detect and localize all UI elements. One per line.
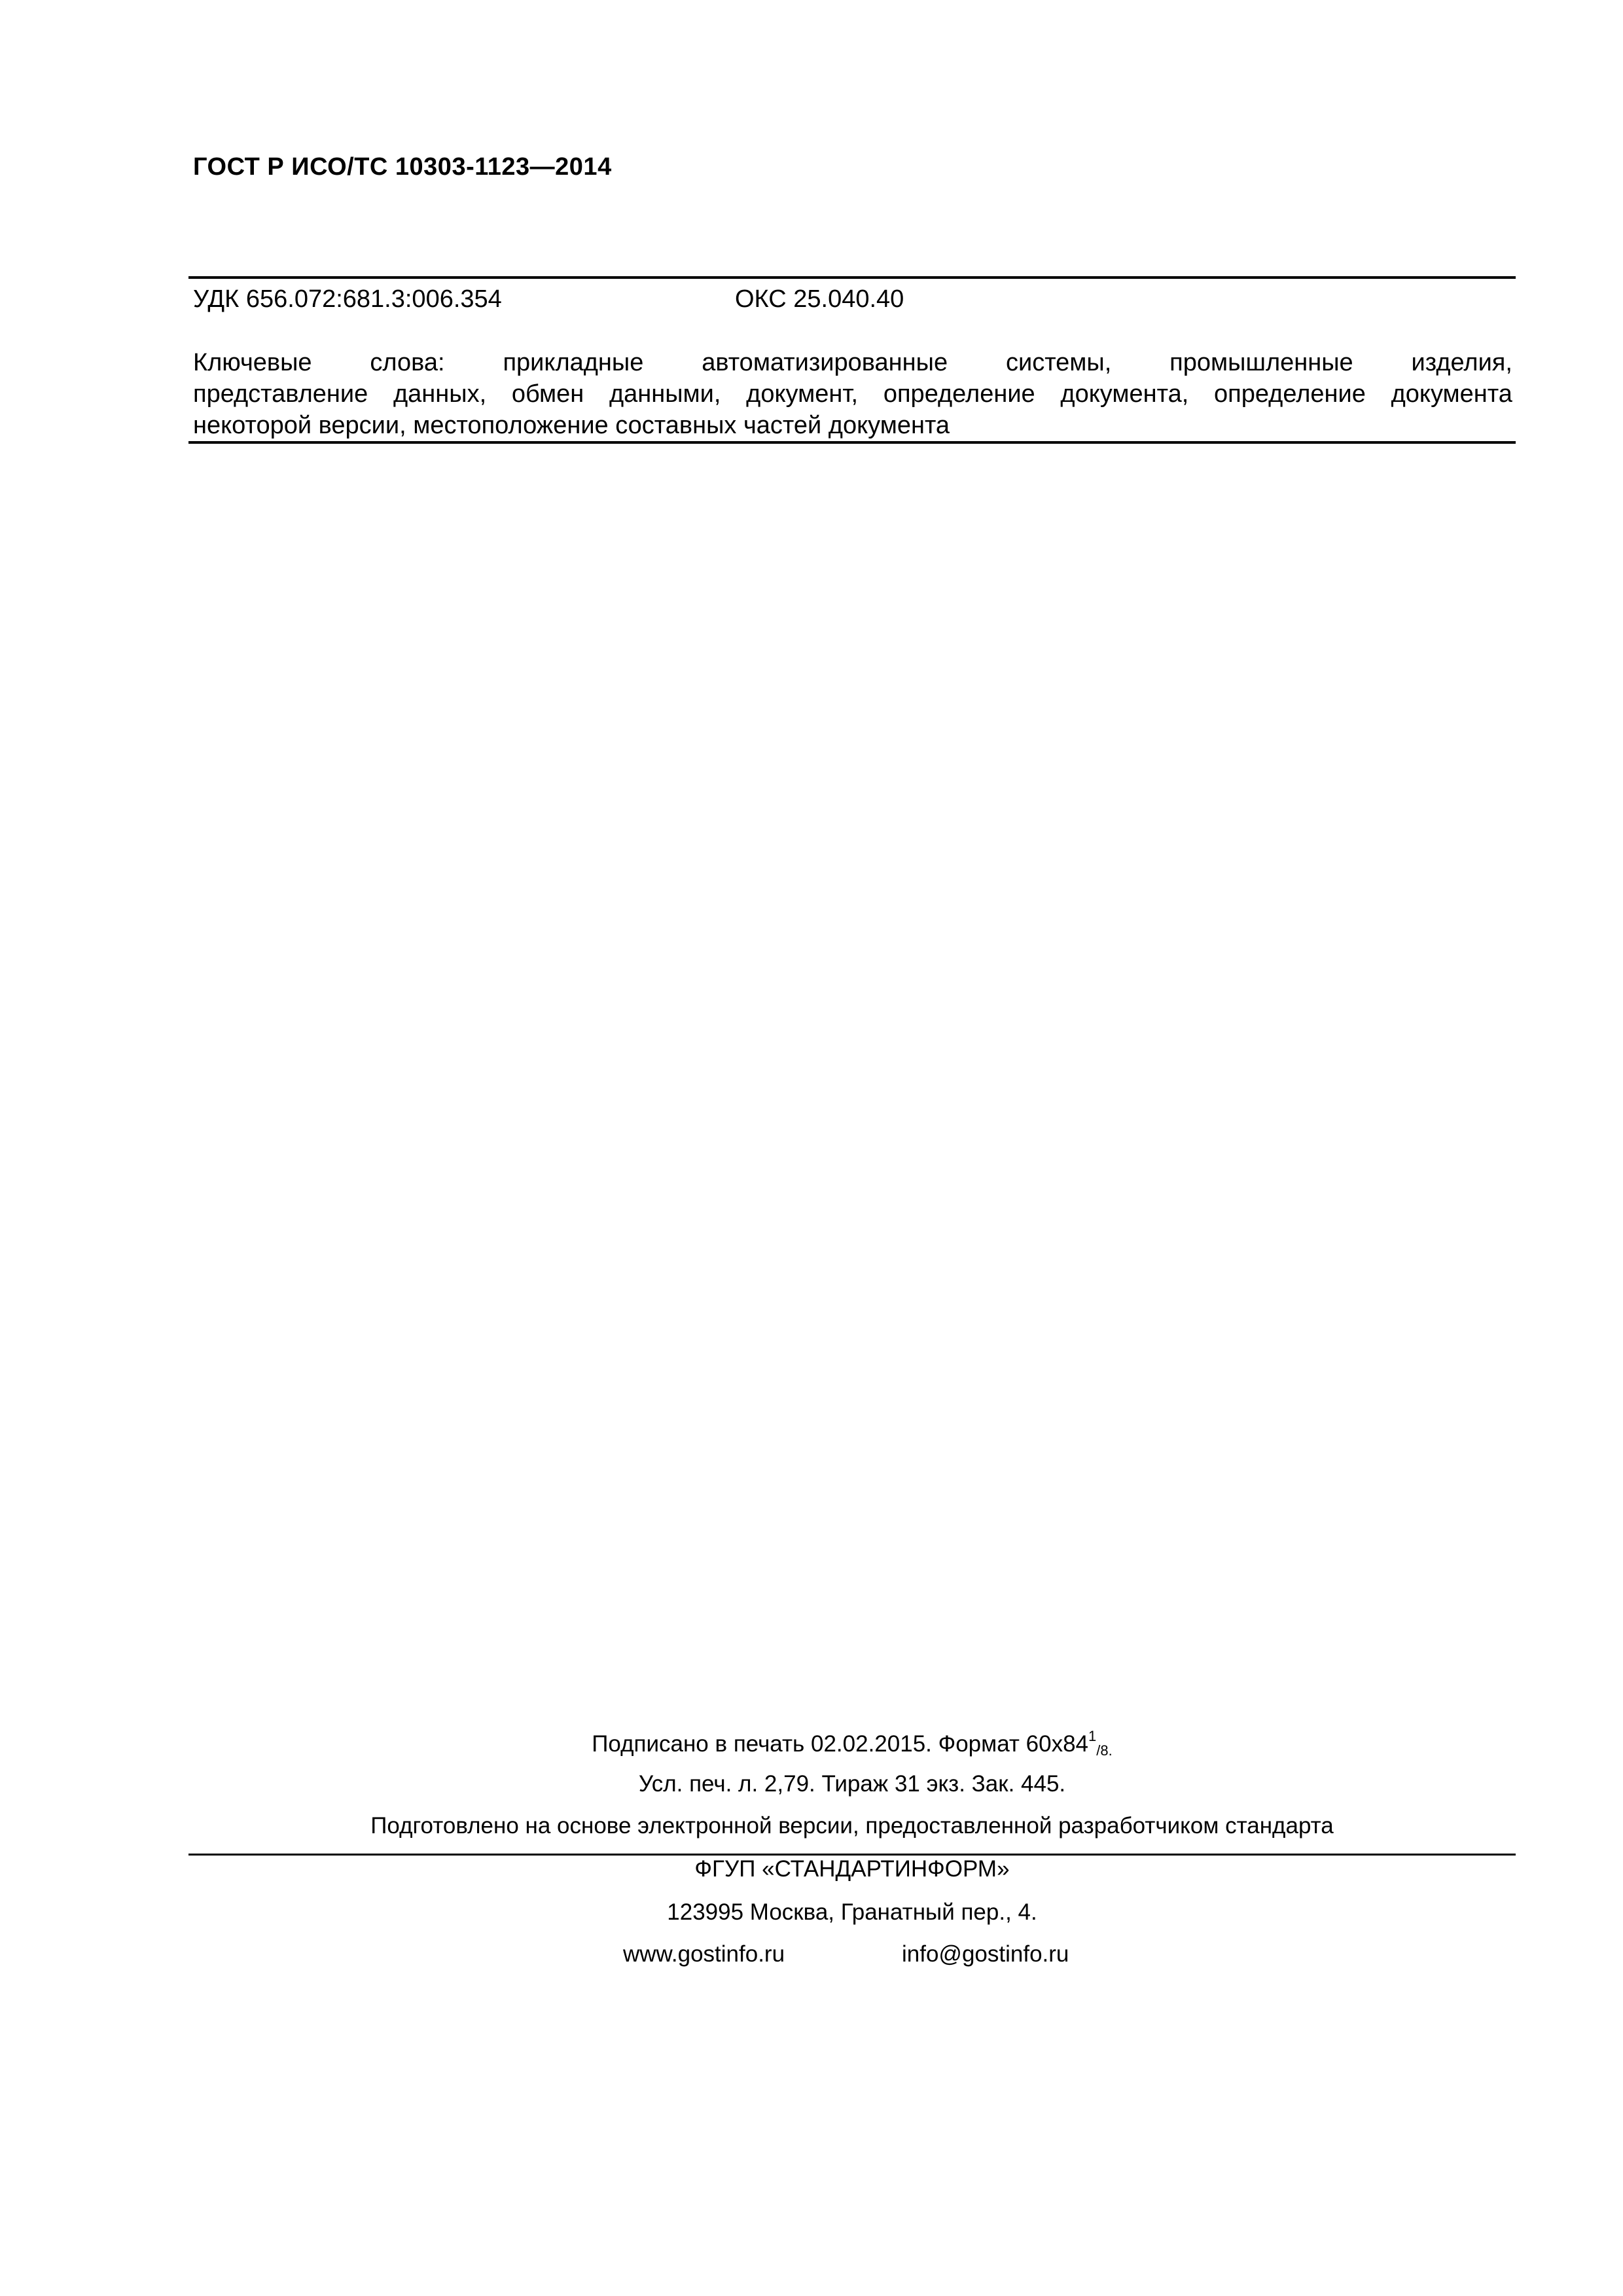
keywords-line-1 (193, 347, 1512, 378)
udk-code: УДК 656.072:681.3:006.354 (193, 285, 502, 313)
keyword-word: обмен (511, 380, 584, 408)
print-sheets-line: Усл. печ. л. 2,79. Тираж 31 экз. Зак. 445. (638, 1771, 1066, 1797)
keyword-word: слова: (370, 349, 445, 376)
keyword-word: данных, (393, 380, 487, 408)
keywords-block (193, 347, 1512, 441)
email-link[interactable]: info@gostinfo.ru (902, 1941, 1069, 1967)
keyword-word: представление (193, 380, 368, 408)
top-divider (188, 276, 1516, 279)
keyword-word: Ключевые (193, 349, 312, 376)
keyword-word: определение (1214, 380, 1366, 408)
keyword-word: данными, (609, 380, 721, 408)
keywords-line-3: некоторой версии, местоположение составных частей документа (193, 412, 950, 439)
website-link[interactable]: www.gostinfo.ru (623, 1941, 785, 1967)
keyword-word: документа (1391, 380, 1512, 408)
keywords-divider (188, 441, 1516, 444)
keyword-word: системы, (1005, 349, 1112, 376)
publisher-name: ФГУП «СТАНДАРТИНФОРМ» (694, 1856, 1010, 1882)
keyword-word: определение (883, 380, 1035, 408)
keywords-line-2 (193, 378, 1512, 410)
keyword-word: прикладные (503, 349, 644, 376)
imprint-divider (188, 1854, 1516, 1856)
format-fraction-denominator: /8. (1096, 1742, 1113, 1759)
prepared-note: Подготовлено на основе электронной версии, предоставленной разработчиком стандарта (370, 1813, 1334, 1839)
oks-code: ОКС 25.040.40 (735, 285, 904, 313)
document-designation: ГОСТ Р ИСО/ТС 10303-1123—2014 (193, 153, 612, 181)
keyword-word: изделия, (1411, 349, 1512, 376)
keyword-word: автоматизированные (702, 349, 948, 376)
keyword-word: документ, (746, 380, 859, 408)
keyword-word: документа, (1060, 380, 1189, 408)
signed-for-print-text: Подписано в печать 02.02.2015. Формат 60х84 (592, 1731, 1089, 1757)
keyword-word: промышленные (1169, 349, 1353, 376)
format-fraction-numerator: 1 (1088, 1728, 1097, 1744)
signed-for-print-line (188, 1728, 1516, 1759)
publisher-address: 123995 Москва, Гранатный пер., 4. (667, 1899, 1037, 1925)
